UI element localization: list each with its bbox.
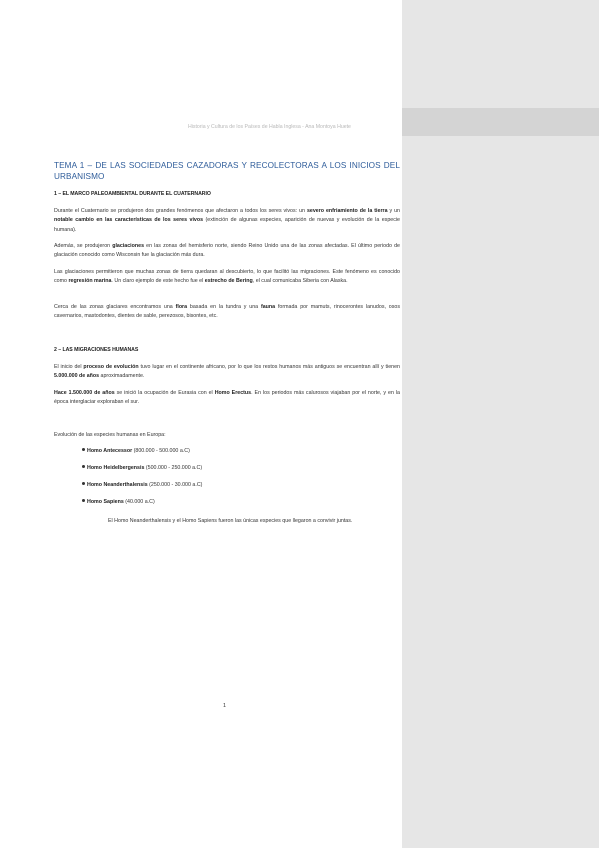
section-1-paragraph-4: Cerca de las zonas glaciares encontramos una flora basada en la tundra y una fauna formada por mamuts, rinocerontes lanudos, osos cavernarios, mastodontes, dientes de sable, perezosos, bisontes, etc. bbox=[54, 304, 400, 320]
section-2-paragraph-2: Hace 1.500.000 de años se inició la ocupación de Eurasia con el Homo Erectus. En los periodos más calurosos viajaban por el norte, y en la época interglaciar exploraban el sur. bbox=[54, 390, 401, 406]
document-title: TEMA 1 – DE LAS SOCIEDADES CAZADORAS Y RECOLECTORAS A LOS INICIOS DEL URBANISMO bbox=[54, 161, 400, 181]
comments-pane-header bbox=[402, 108, 599, 136]
section-2-paragraph-1: El inicio del proceso de evolución tuvo lugar en el continente africano, por lo que los restos humanos más antiguos se encuentran allí y tienen 5.000.000 de años aproximadamente. bbox=[54, 364, 400, 380]
bullet-icon bbox=[82, 499, 85, 502]
page-number: 1 bbox=[223, 703, 227, 709]
section-2-heading: 2 – LAS MIGRACIONES HUMANAS bbox=[54, 347, 139, 353]
bullet-icon bbox=[82, 465, 85, 468]
species-note: El Homo Neanderthalensis y el Homo Sapiens fueron las únicas especies que llegaron a convivir juntas. bbox=[108, 518, 353, 524]
section-1-paragraph-1: Durante el Cuaternario se produjeron dos grandes fenómenos que afectaron a todos los seres vivos: un severo enfriamiento de la tierra y un notable cambio en las características de los seres vivos (extinción de algunas especies, aparición de nuevas y evolución de la especie humana). bbox=[54, 208, 401, 233]
list-item: Homo Sapiens (40.000 a.C) bbox=[82, 499, 155, 505]
comments-pane bbox=[402, 0, 599, 848]
section-1-heading: 1 – EL MARCO PALEOAMBIENTAL DURANTE EL CUATERNARIO bbox=[54, 191, 211, 197]
section-1-paragraph-2: Además, se produjeron glaciaciones en las zonas del hemisferio norte, siendo Reino Unido una de las zonas afectadas. El último periodo de glaciación conocido como Wisconsin fue la glaciación más dura. bbox=[54, 243, 400, 259]
section-1-paragraph-3: Las glaciaciones permitieron que muchas zonas de tierra quedaran al descubierto, lo que facilitó las migraciones. Este fenómeno es conocido como regresión marina. Un claro ejemplo de este hecho fue el estrecho de Bering, el cual comunicaba Siberia con Alaska. bbox=[54, 269, 400, 285]
bullet-icon bbox=[82, 482, 85, 485]
species-list-intro: Evolución de las especies humanas en Europa: bbox=[54, 432, 166, 438]
page-header: Historia y Cultura de los Países de Habla Inglesa - Ana Montoya Huete bbox=[188, 124, 351, 130]
bullet-icon bbox=[82, 448, 85, 451]
list-item: Homo Neanderthalensis (250.000 - 30.000 a.C) bbox=[82, 482, 202, 488]
list-item: Homo Heidelbergensis (500.000 - 250.000 a.C) bbox=[82, 465, 202, 471]
list-item: Homo Antecessor (800.000 - 500.000 a.C) bbox=[82, 448, 190, 454]
